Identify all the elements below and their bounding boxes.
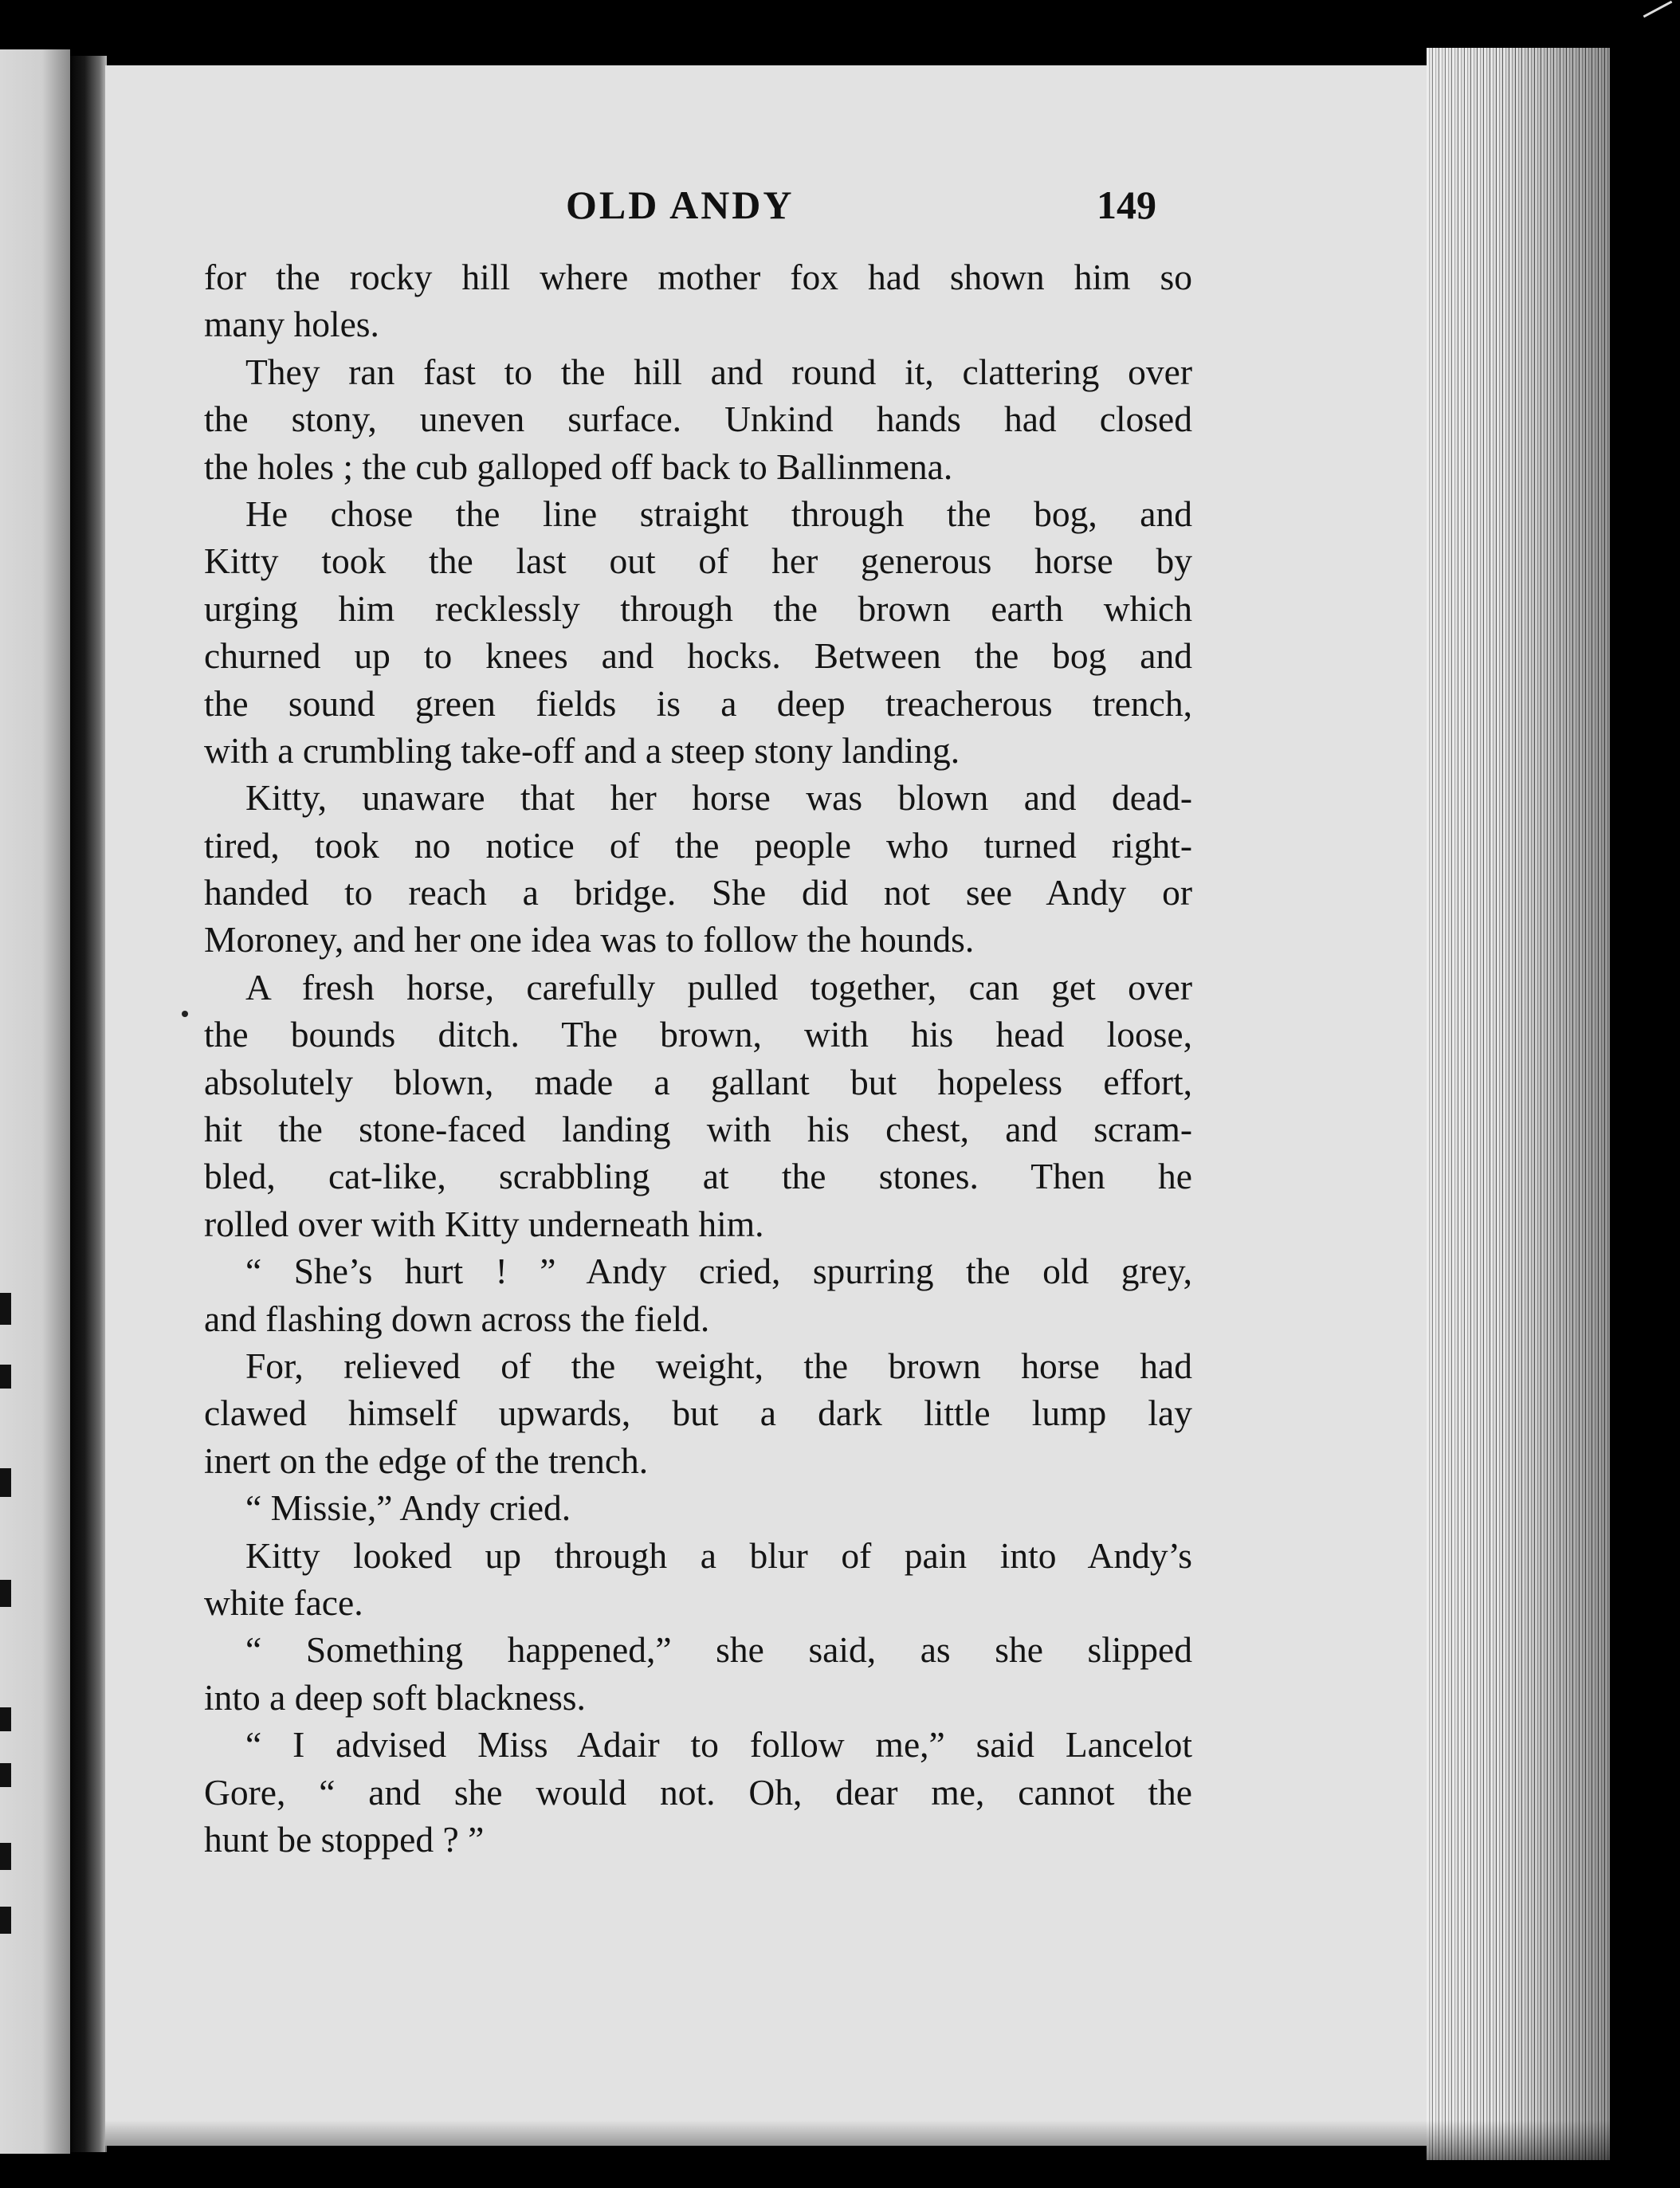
text-line: for the rocky hill where mother fox had shown him so — [204, 257, 1192, 297]
book-gutter-shadow — [70, 56, 107, 2152]
bottom-shadow — [105, 2120, 1611, 2168]
text-line: handed to reach a bridge. She did not see Andy or — [204, 872, 1192, 913]
text-line: rolled over with Kitty underneath him. — [204, 1203, 764, 1244]
fore-edge-shade — [1427, 48, 1610, 2160]
text-line: urging him recklessly through the brown earth which — [204, 587, 1192, 629]
text-line: churned up to knees and hocks. Between the bog and — [204, 635, 1192, 677]
text-line: many holes. — [204, 304, 379, 345]
text-line: the bounds ditch. The brown, with his head loose, — [204, 1014, 1192, 1055]
text-line: into a deep soft blackness. — [204, 1676, 586, 1718]
stray-ink-mark — [182, 1011, 188, 1017]
text-line: “ She’s hurt ! ” Andy cried, spurring the old grey, — [245, 1251, 1192, 1292]
text-fragment — [0, 1580, 11, 1607]
previous-page-edge — [0, 49, 70, 2154]
corner-scratch — [1632, 0, 1680, 32]
text-line: Kitty looked up through a blur of pain into Andy’s — [245, 1534, 1192, 1576]
text-line: the sound green fields is a deep treacherous trench, — [204, 682, 1192, 724]
body-text — [204, 253, 1192, 1863]
text-line: He chose the line straight through the bog, and — [245, 493, 1192, 534]
text-line: the stony, uneven surface. Unkind hands had closed — [204, 399, 1192, 440]
text-line: A fresh horse, carefully pulled together, can get over — [245, 966, 1192, 1008]
text-line: inert on the edge of the trench. — [204, 1440, 649, 1481]
text-fragment — [0, 1468, 11, 1497]
text-line: the holes ; the cub galloped off back to Ballinmena. — [204, 446, 953, 487]
text-line: Kitty, unaware that her horse was blown and dead- — [245, 777, 1192, 819]
text-line: For, relieved of the weight, the brown horse had — [245, 1345, 1192, 1386]
text-fragment — [0, 1293, 11, 1325]
text-line: clawed himself upwards, but a dark little lump lay — [204, 1393, 1192, 1434]
text-line: Kitty took the last out of her generous horse by — [204, 540, 1192, 582]
text-fragment — [0, 1843, 11, 1870]
text-line: “ Something happened,” she said, as she slipped — [245, 1629, 1192, 1671]
text-line: bled, cat-like, scrabbling at the stones. Then he — [204, 1156, 1192, 1197]
text-line: white face. — [204, 1581, 363, 1623]
page-number: 149 — [1097, 183, 1156, 227]
text-line: tired, took no notice of the people who turned right- — [204, 824, 1192, 866]
text-line: hit the stone-faced landing with his chest, and scram- — [204, 1109, 1192, 1150]
text-line: Moroney, and her one idea was to follow the hounds. — [204, 919, 975, 960]
text-fragment — [0, 1707, 11, 1731]
text-line: with a crumbling take-off and a steep stony landing. — [204, 729, 960, 771]
text-line: “ Missie,” Andy cried. — [245, 1487, 571, 1529]
text-line: hunt be stopped ? ” — [204, 1818, 485, 1860]
running-head: OLD ANDY — [566, 183, 795, 227]
text-fragment — [0, 1763, 11, 1787]
text-line: and flashing down across the field. — [204, 1298, 710, 1339]
text-line: Gore, “ and she would not. Oh, dear me, cannot the — [204, 1771, 1192, 1813]
text-fragment — [0, 1907, 11, 1934]
text-line: They ran fast to the hill and round it, clattering over — [245, 351, 1192, 392]
text-fragment — [0, 1365, 11, 1389]
text-line: absolutely blown, made a gallant but hopeless effort, — [204, 1061, 1192, 1102]
text-line: “ I advised Miss Adair to follow me,” said Lancelot — [245, 1724, 1192, 1766]
